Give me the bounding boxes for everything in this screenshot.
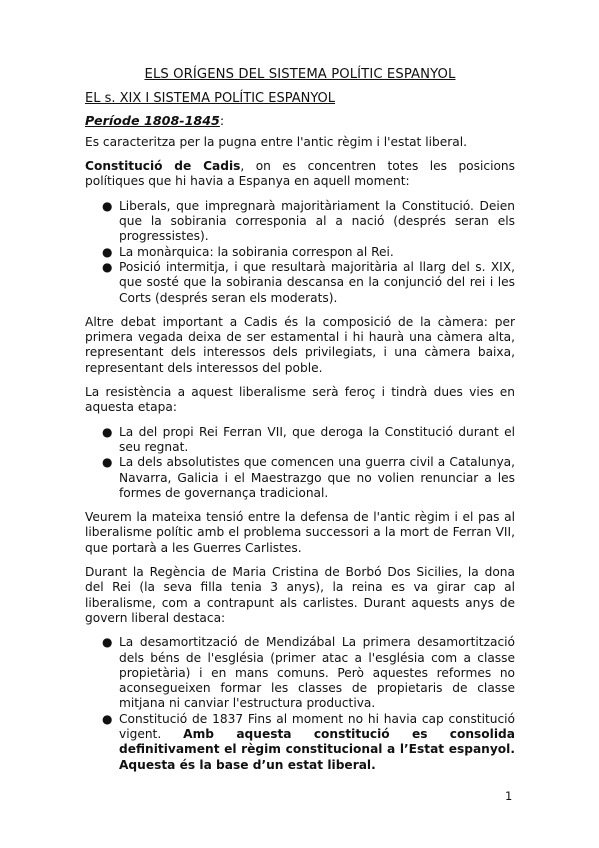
list-item: [102, 259, 515, 306]
list-item-text: La dels absolutistes que comencen una guerra civil a Catalunya, Navarra, Galicia i el Maestrazgo que no volien renunciar a les formes de governança tradicional.: [119, 455, 515, 500]
resistance-list: [85, 425, 515, 501]
bullet-icon: ●: [102, 259, 113, 274]
liberal-government-list: [85, 635, 515, 773]
paragraph-intro: Es caracteritza per la pugna entre l'antic règim i l'estat liberal.: [85, 134, 467, 149]
document-body: [85, 67, 515, 782]
paragraph-resistance: La resistència a aquest liberalisme serà feroç i tindrà dues vies en aquesta etapa:: [85, 385, 515, 415]
paragraph-regency: Durant la Regència de Maria Cristina de Borbó Dos Sicilies, la dona del Rei (la seva filla tenia 3 anys), la reina es va girar cap al liberalisme, com a contrapunt als carlistes. Durant aquests anys de govern liberal destaca:: [85, 565, 515, 625]
bullet-icon: ●: [102, 635, 113, 650]
cadis-text: , on es concentren totes les posicions polítiques que hi havia a Espanya en aquell moment:: [85, 159, 515, 189]
list-item-text: Liberals, que impregnarà majoritàriament la Constitució. Deien que la sobirania corresponia al a nació (després seran els progressistes).: [119, 198, 515, 244]
list-item-bold-text: Amb aquesta constitució es consolida definitivament el règim constitucional a l’Estat espanyol. Aquesta és la base d’un estat liberal.: [119, 726, 515, 772]
document-title: ELS ORÍGENS DEL SISTEMA POLÍTIC ESPANYOL: [144, 67, 456, 82]
bullet-icon: ●: [102, 711, 113, 726]
bullet-icon: ●: [102, 455, 113, 470]
list-item: [102, 424, 515, 456]
list-item: [102, 455, 515, 501]
list-item-text: La desamortització de Mendizábal La primera desamortització dels béns de l'església (primer atac a l'església com a classe propietària) i en mans comuns. Però aquestes reformes no aconsegueixen formar les classes de propietaris de classe mitjana ni canviar l'estructura productiva.: [119, 635, 515, 711]
paragraph-tension: Veurem la mateixa tensió entre la defensa de l'antic règim i el pas al liberalisme polític amb el problema successori a la mort de Ferran VII, que portarà a les Guerres Carlistes.: [85, 510, 515, 555]
bullet-icon: ●: [102, 424, 113, 439]
list-item: [102, 198, 515, 245]
list-item: [102, 711, 515, 773]
positions-list: [85, 199, 515, 306]
bullet-icon: ●: [102, 198, 113, 213]
list-item-text: La del propi Rei Ferran VII, que deroga la Constitució durant el seu regnat.: [119, 424, 515, 454]
period-heading: [85, 113, 515, 128]
list-item-text: La monàrquica: la sobirania correspon al Rei.: [119, 244, 394, 259]
cadis-term: Constitució de Cadis: [85, 159, 241, 174]
list-item-text: Posició intermitja, i que resultarà majoritària al llarg del s. XIX, que sosté que la sobirania descansa en la conjunció del rei i les Corts (després seran els moderats).: [119, 259, 515, 305]
period-label: Període 1808-1845: [85, 112, 220, 128]
section-subtitle: EL s. XIX I SISTEMA POLÍTIC ESPANYOL: [85, 91, 336, 107]
period-colon: :: [219, 112, 225, 128]
list-item: [102, 635, 515, 711]
page-number: 1: [505, 789, 513, 803]
paragraph-cadis: [85, 159, 515, 190]
bullet-icon: ●: [102, 244, 113, 259]
list-item: [102, 244, 515, 260]
paragraph-camera: Altre debat important a Cadis és la composició de la càmera: per primera vegada deixa de ser estamental i hi haurà una càmera alta, representant dels interessos dels privilegiats, i una càmera baixa, representant dels interessos del poble.: [85, 314, 515, 375]
list-item-text: Constitució de 1837 Fins al moment no hi havia cap constitució vigent.: [119, 711, 515, 741]
